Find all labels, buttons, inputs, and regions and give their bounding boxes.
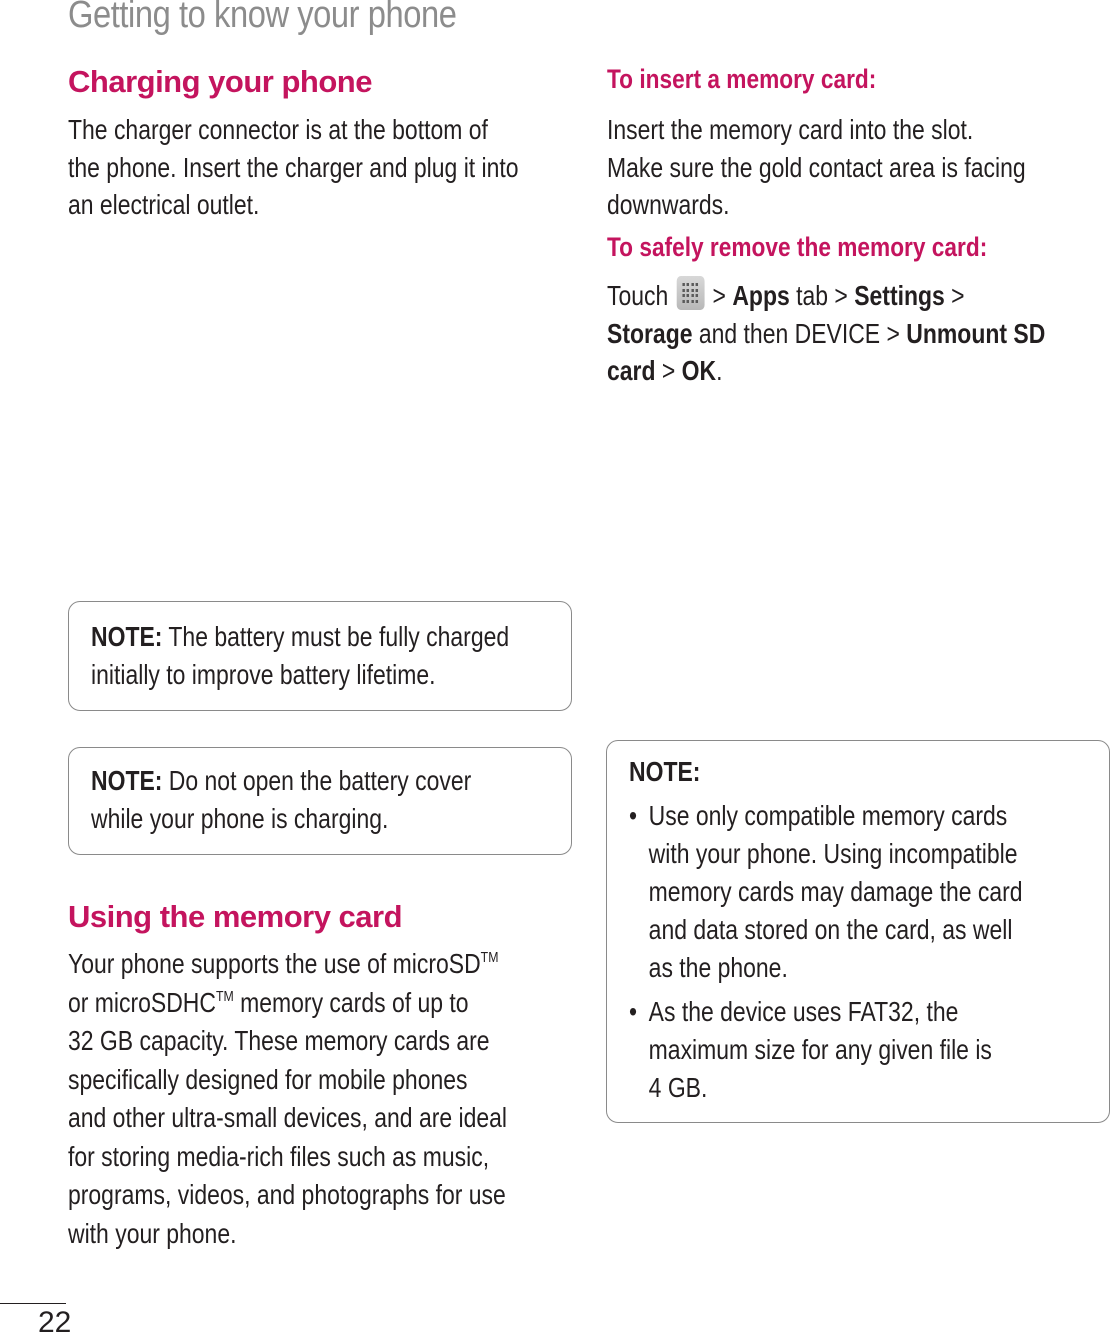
- note-bullet-line: 4 GB.: [648, 1072, 708, 1103]
- note-text: Do not open the battery cover: [162, 765, 472, 796]
- remove-text: >: [655, 355, 682, 386]
- note-text: initially to improve battery lifetime.: [91, 659, 436, 690]
- note-bullet-line: Use only compatible memory cards: [648, 800, 1008, 831]
- note-label: NOTE:: [91, 621, 163, 652]
- bullet-mark: •: [629, 996, 638, 1027]
- memory-line: Your phone supports the use of microSD: [68, 948, 481, 979]
- charging-line: an electrical outlet.: [68, 189, 260, 220]
- note-battery-charge: [68, 601, 572, 711]
- memory-heading: Using the memory card: [68, 899, 403, 934]
- charging-line: The charger connector is at the bottom of: [68, 114, 488, 145]
- apps-grid-icon: [676, 276, 704, 310]
- remove-text: and then DEVICE >: [692, 317, 907, 349]
- remove-heading: To safely remove the memory card:: [607, 232, 988, 262]
- note-label: NOTE:: [629, 756, 701, 787]
- note-bullet: [629, 797, 1105, 987]
- bullet-mark: •: [629, 800, 638, 831]
- memory-line: specifically designed for mobile phones: [68, 1063, 468, 1095]
- note-text: while your phone is charging.: [91, 803, 389, 834]
- note-label: NOTE:: [91, 765, 163, 796]
- note-bullet-line: with your phone. Using incompatible: [648, 838, 1018, 869]
- ok-label: OK: [681, 355, 717, 386]
- storage-label: Storage: [607, 317, 693, 349]
- note-memory-card: [606, 740, 1110, 1123]
- footer-rule: [0, 1303, 66, 1304]
- insert-line: Make sure the gold contact area is facing: [607, 151, 1026, 183]
- memory-line: programs, videos, and photographs for use: [68, 1179, 506, 1210]
- unmount-label: Unmount SD: [906, 317, 1046, 349]
- apps-label: Apps: [732, 280, 790, 311]
- memory-line: with your phone.: [68, 1217, 237, 1249]
- note-bullet-line: and data stored on the card, as well: [648, 914, 1013, 945]
- remove-text: tab >: [789, 280, 855, 311]
- memory-body: [68, 945, 576, 1253]
- trademark: TM: [480, 949, 499, 966]
- page-number: 22: [38, 1306, 72, 1339]
- settings-label: Settings: [854, 280, 945, 311]
- memory-line: 32 GB capacity. These memory cards are: [68, 1025, 490, 1056]
- note-battery-cover: [68, 747, 572, 855]
- note-bullet-line: as the phone.: [648, 952, 788, 983]
- remove-text: >: [944, 280, 965, 311]
- trademark: TM: [215, 987, 234, 1005]
- memory-line: memory cards of up to: [233, 986, 469, 1018]
- note-bullet-line: maximum size for any given file is: [648, 1034, 992, 1065]
- section-header: Getting to know your phone: [68, 0, 457, 36]
- memory-line: and other ultra-small devices, and are ideal: [68, 1102, 508, 1133]
- insert-line: downwards.: [607, 189, 730, 220]
- insert-body: [607, 111, 1083, 224]
- memory-line: for storing media-rich files such as music,: [68, 1140, 490, 1172]
- note-bullet: [629, 993, 1105, 1107]
- memory-line: or microSDHC: [68, 986, 216, 1018]
- card-label: card: [607, 355, 656, 386]
- note-bullet-line: As the device uses FAT32, the: [648, 996, 959, 1027]
- remove-text: Touch: [607, 280, 669, 311]
- charging-body: [68, 111, 568, 224]
- charging-line: the phone. Insert the charger and plug it into: [68, 151, 519, 183]
- insert-heading: To insert a memory card:: [607, 64, 877, 94]
- remove-text: .: [716, 355, 723, 386]
- remove-text: >: [712, 280, 733, 311]
- remove-body: [607, 276, 1083, 390]
- charging-heading: Charging your phone: [68, 64, 372, 99]
- note-bullet-line: memory cards may damage the card: [648, 876, 1023, 907]
- insert-line: Insert the memory card into the slot.: [607, 114, 974, 145]
- note-text: The battery must be fully charged: [162, 621, 510, 652]
